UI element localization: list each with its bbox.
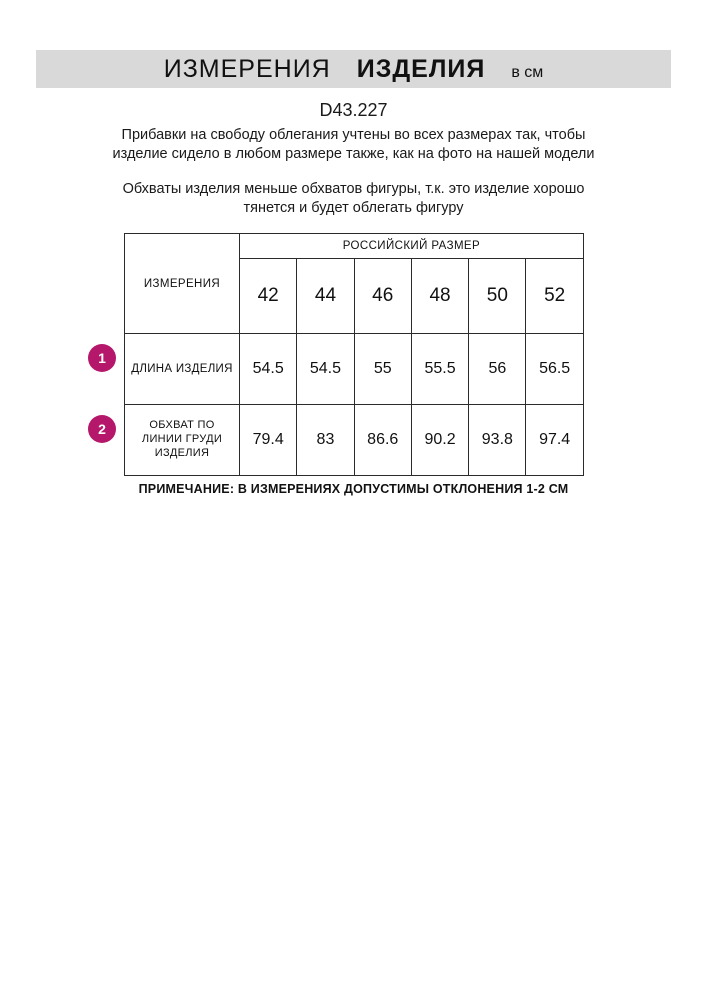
size-table: [124, 233, 584, 476]
cell-chest-48: 90.2: [411, 405, 468, 476]
size-table-wrapper: [124, 233, 583, 476]
size-cell-44: 44: [297, 259, 354, 334]
size-cell-50: 50: [469, 259, 526, 334]
cell-chest-52: 97.4: [526, 405, 583, 476]
row-label-chest: ОБХВАТ ПО ЛИНИИ ГРУДИ ИЗДЕЛИЯ: [125, 405, 240, 476]
cell-chest-42: 79.4: [240, 405, 297, 476]
note-text: ПРИМЕЧАНИЕ: В ИЗМЕРЕНИЯХ ДОПУСТИМЫ ОТКЛОНЕНИЯ 1-2 СМ: [138, 482, 569, 496]
size-cell-42: 42: [240, 259, 297, 334]
header-cell-measurements: ИЗМЕРЕНИЯ: [125, 234, 240, 334]
header-units: в см: [511, 63, 544, 81]
table-row: [125, 405, 584, 476]
row-badge-2: 2: [88, 415, 116, 443]
article-code: D43.227: [319, 100, 388, 120]
cell-length-44: 54.5: [297, 334, 354, 405]
table-row-group-header: [125, 234, 584, 259]
cell-length-50: 56: [469, 334, 526, 405]
description-line-2: Обхваты изделия меньше обхватов фигуры, т.к. это изделие хорошо тянется и будет облегать фигуру: [122, 181, 585, 217]
table-row: [125, 334, 584, 405]
row-badge-1: 1: [88, 344, 116, 372]
header-title-product: ИЗДЕЛИЯ: [356, 54, 486, 83]
cell-length-52: 56.5: [526, 334, 583, 405]
cell-length-48: 55.5: [411, 334, 468, 405]
description-line-1: Прибавки на свободу облегания учтены во всех размерах так, чтобы изделие сидело в любом размере также, как на фото на нашей модели: [112, 127, 595, 163]
header-title-measurements: ИЗМЕРЕНИЯ: [163, 54, 331, 83]
cell-chest-44: 83: [297, 405, 354, 476]
size-cell-52: 52: [526, 259, 583, 334]
cell-chest-50: 93.8: [469, 405, 526, 476]
cell-length-42: 54.5: [240, 334, 297, 405]
header-band: [36, 50, 671, 88]
cell-chest-46: 86.6: [354, 405, 411, 476]
header-title-group: [164, 55, 544, 84]
size-cell-46: 46: [354, 259, 411, 334]
size-cell-48: 48: [411, 259, 468, 334]
cell-length-46: 55: [354, 334, 411, 405]
row-label-length: ДЛИНА ИЗДЕЛИЯ: [125, 334, 240, 405]
header-cell-russian-size: РОССИЙСКИЙ РАЗМЕР: [240, 234, 584, 259]
